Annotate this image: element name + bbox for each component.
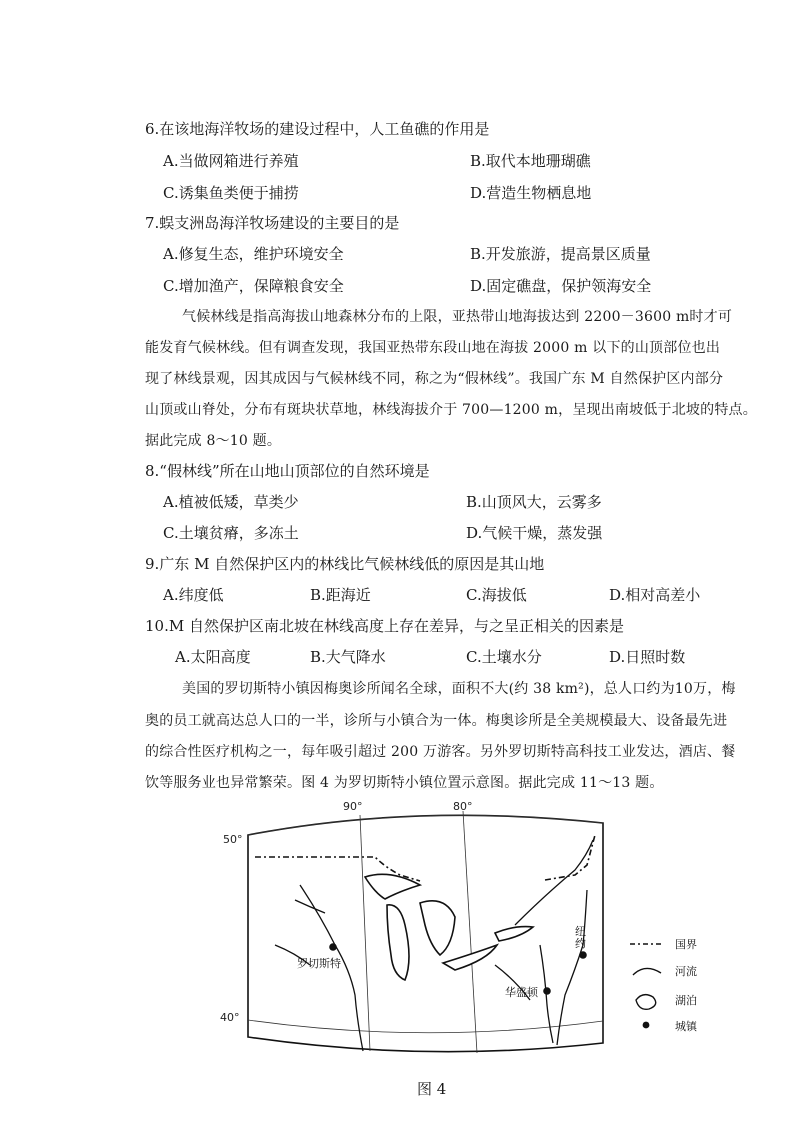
passage-1-line-4: 山顶或山脊处，分布有斑块状草地，林线海拔介于 700—1200 m，呈现出南坡低于北坡的特点。: [145, 402, 757, 418]
question-8-option-b: B.山顶风大，云雾多: [466, 493, 602, 511]
washington-label: 华盛顿: [505, 986, 538, 999]
question-9-option-d: D.相对高差小: [609, 586, 701, 604]
question-6-option-a: A.当做网箱进行养殖: [163, 152, 299, 170]
rochester-location-map: [215, 795, 720, 1070]
question-6-option-c: C.诱集鱼类便于捕捞: [163, 184, 299, 202]
rochester-town-dot: [329, 943, 337, 951]
question-8-option-d: D.气候干燥，蒸发强: [466, 524, 603, 542]
lat-50-label: 50°: [223, 833, 243, 846]
map-frame: [248, 811, 603, 1053]
lat-40-label: 40°: [220, 1011, 240, 1024]
question-7-stem: 7.蜈支洲岛海洋牧场建设的主要目的是: [145, 214, 400, 232]
question-10-stem: 10.M 自然保护区南北坡在林线高度上存在差异，与之呈正相关的因素是: [145, 617, 624, 635]
question-7-option-a: A.修复生态，维护环境安全: [163, 245, 344, 263]
legend-town-label: 城镇: [675, 1020, 697, 1033]
map-legend: [630, 938, 698, 1033]
passage-2-line-3: 的综合性医疗机构之一，每年吸引超过 200 万游客。另外罗切斯特高科技工业发达，酒店、餐: [145, 744, 736, 760]
question-6-stem: 6.在该地海洋牧场的建设过程中，人工鱼礁的作用是: [145, 120, 490, 138]
question-7-option-d: D.固定礁盘，保护领海安全: [470, 277, 652, 295]
passage-1-line-5: 据此完成 8～10 题。: [145, 433, 282, 449]
question-9-option-a: A.纬度低: [163, 586, 224, 604]
passage-2-line-4: 饮等服务业也异常繁荣。图 4 为罗切斯特小镇位置示意图。据此完成 11～13 题。: [145, 775, 664, 791]
lon-80-label: 80°: [453, 800, 473, 813]
legend-river-label: 河流: [675, 965, 697, 978]
question-9-option-b: B.距海近: [310, 586, 371, 604]
question-9-option-c: C.海拔低: [466, 586, 527, 604]
newyork-town-dot: [579, 951, 587, 959]
passage-2-line-2: 奥的员工就高达总人口的一半，诊所与小镇合为一体。梅奥诊所是全美规模最大、设备最先进: [145, 713, 728, 729]
legend-lake-label: 湖泊: [675, 994, 697, 1007]
question-8-stem: 8.“假林线”所在山地山顶部位的自然环境是: [145, 462, 430, 480]
question-10-option-d: D.日照时数: [609, 648, 686, 666]
lon-90-label: 90°: [343, 800, 363, 813]
washington-town-dot: [543, 987, 551, 995]
question-6-option-d: D.营造生物栖息地: [470, 184, 592, 202]
question-6-option-b: B.取代本地珊瑚礁: [470, 152, 591, 170]
question-8-option-a: A.植被低矮，草类少: [163, 493, 299, 511]
passage-1-line-3: 现了林线景观，因其成因与气候林线不同，称之为“假林线”。我国广东 M 自然保护区内部分: [145, 371, 724, 387]
legend-border-label: 国界: [675, 938, 697, 951]
newyork-label-2: 约: [575, 937, 586, 950]
passage-1-line-2: 能发育气候林线。但有调查发现，我国亚热带东段山地在海拔 2000 m 以下的山顶部位也出: [145, 340, 721, 356]
question-9-stem: 9.广东 M 自然保护区内的林线比气候林线低的原因是其山地: [145, 555, 545, 573]
question-7-option-c: C.增加渔产，保障粮食安全: [163, 277, 344, 295]
rochester-label: 罗切斯特: [297, 957, 341, 970]
question-10-option-c: C.土壤水分: [466, 648, 542, 666]
passage-2-line-1: 美国的罗切斯特小镇因梅奥诊所闻名全球，面积不大(约 38 km²)，总人口约为10万，梅: [182, 681, 736, 697]
newyork-label-1: 纽: [575, 925, 586, 938]
figure-caption: 图 4: [417, 1080, 447, 1098]
question-8-option-c: C.土壤贫瘠，多冻土: [163, 524, 299, 542]
question-10-option-a: A.太阳高度: [175, 648, 251, 666]
question-10-option-b: B.大气降水: [310, 648, 386, 666]
passage-1-line-1: 气候林线是指高海拔山地森林分布的上限，亚热带山地海拔达到 2200－3600 m时才可: [182, 309, 733, 325]
question-7-option-b: B.开发旅游，提高景区质量: [470, 245, 651, 263]
